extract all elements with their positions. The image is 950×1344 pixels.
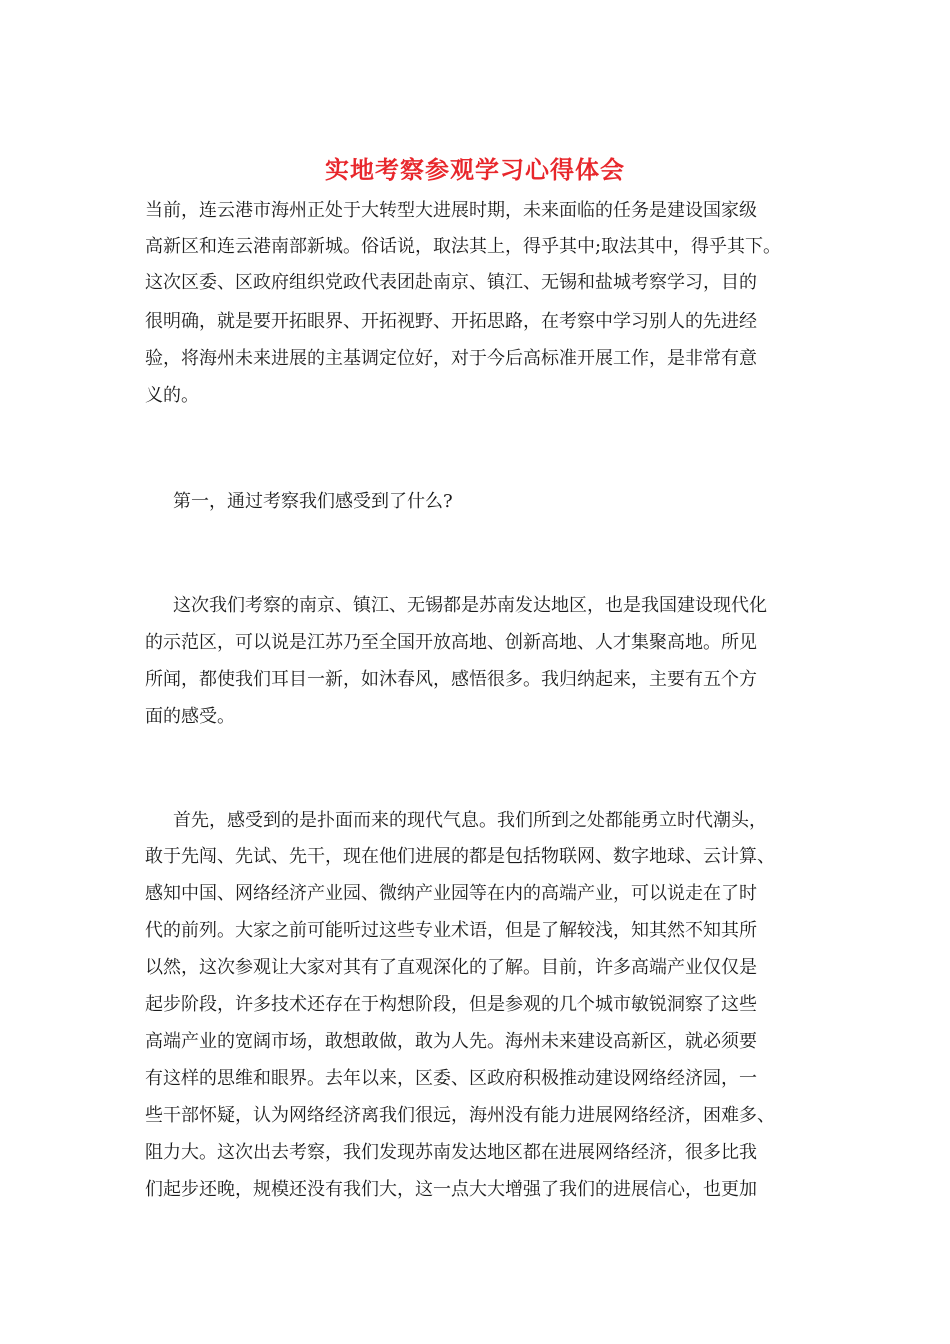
paragraph-line: 很明确，就是要开拓眼界、开拓视野、开拓思路，在考察中学习别人的先进经 (145, 311, 757, 332)
paragraph-line: 起步阶段，许多技术还存在于构想阶段，但是参观的几个城市敏锐洞察了这些 (145, 994, 757, 1015)
paragraph-line: 高端产业的宽阔市场，敢想敢做，敢为人先。海州未来建设高新区，就必须要 (145, 1031, 757, 1052)
paragraph-line: 们起步还晚，规模还没有我们大，这一点大大增强了我们的进展信心，也更加 (145, 1179, 757, 1200)
paragraph-line: 以然，这次参观让大家对其有了直观深化的了解。目前，许多高端产业仅仅是 (145, 957, 757, 978)
paragraph-line: 的示范区，可以说是江苏乃至全国开放高地、创新高地、人才集聚高地。所见 (145, 632, 757, 653)
paragraph-line: 验，将海州未来进展的主基调定位好，对于今后高标准开展工作，是非常有意 (145, 348, 757, 369)
section-heading: 第一，通过考察我们感受到了什么? (173, 491, 453, 512)
paragraph-line: 这次我们考察的南京、镇江、无锡都是苏南发达地区，也是我国建设现代化 (173, 595, 767, 616)
paragraph-line: 阻力大。这次出去考察，我们发现苏南发达地区都在进展网络经济，很多比我 (145, 1142, 757, 1163)
paragraph-line: 所闻，都使我们耳目一新，如沐春风，感悟很多。我归纳起来，主要有五个方 (145, 669, 757, 690)
paragraph-line: 些干部怀疑，认为网络经济离我们很远，海州没有能力进展网络经济，困难多、 (145, 1105, 775, 1126)
paragraph-line: 面的感受。 (145, 706, 235, 727)
paragraph-line: 首先，感受到的是扑面而来的现代气息。我们所到之处都能勇立时代潮头， (173, 810, 767, 831)
paragraph-line: 感知中国、网络经济产业园、微纳产业园等在内的高端产业，可以说走在了时 (145, 883, 757, 904)
paragraph-line: 这次区委、区政府组织党政代表团赴南京、镇江、无锡和盐城考察学习，目的 (145, 272, 757, 293)
paragraph-line: 代的前列。大家之前可能听过这些专业术语，但是了解较浅，知其然不知其所 (145, 920, 757, 941)
paragraph-line: 高新区和连云港南部新城。俗话说，取法其上，得乎其中;取法其中，得乎其下。 (145, 236, 782, 257)
paragraph-line: 义的。 (145, 385, 199, 406)
paragraph-line: 当前，连云港市海州正处于大转型大进展时期，未来面临的任务是建设国家级 (145, 200, 757, 221)
paragraph-line: 敢于先闯、先试、先干，现在他们进展的都是包括物联网、数字地球、云计算、 (145, 846, 775, 867)
document-title: 实地考察参观学习心得体会 (325, 155, 625, 184)
paragraph-line: 有这样的思维和眼界。去年以来，区委、区政府积极推动建设网络经济园，一 (145, 1068, 757, 1089)
